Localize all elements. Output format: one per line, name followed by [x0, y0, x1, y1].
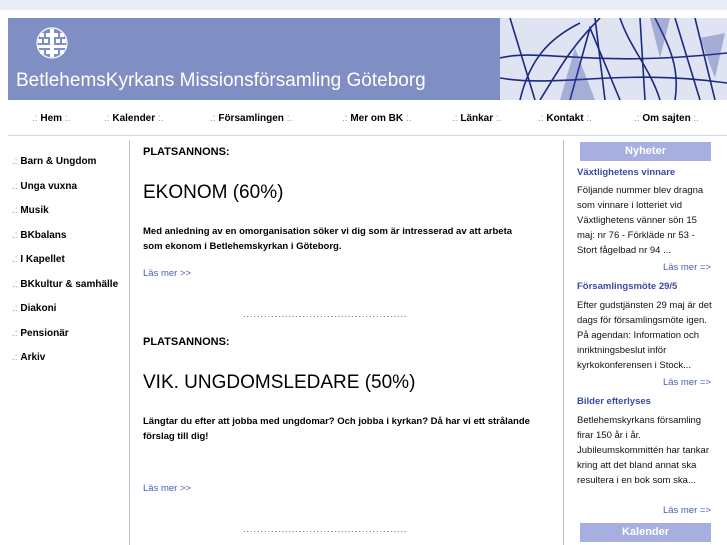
- nav-item-lankar[interactable]: [452, 113, 501, 124]
- nav-label: Församlingen: [218, 113, 284, 124]
- news-item-title[interactable]: Växtlighetens vinnare: [577, 167, 676, 178]
- sidebar-item-label: Diakoni: [20, 303, 57, 314]
- sidebar-dots: .:: [12, 303, 21, 314]
- sidebar-dots: .:: [12, 278, 21, 290]
- church-globe-logo-icon: [32, 27, 72, 59]
- nav-label: Hem: [40, 113, 63, 124]
- sidebar-dots: .:: [12, 352, 21, 363]
- news-item-text: Följande nummer blev dragna som vinnare i lotteriet vid Växtlighetens vänner sön 15 maj: nr 76 - Förkläde nr 53 - Stort fågelbad nr 94 ...: [577, 185, 704, 256]
- sidebar-item-pensionar[interactable]: [12, 328, 127, 353]
- sidebar-item-label: Barn & Ungdom: [20, 156, 97, 167]
- nav-dots: .:: [538, 113, 547, 124]
- nav-item-mer-om-bk[interactable]: [342, 113, 411, 124]
- sidebar-dots: .:: [12, 156, 21, 167]
- nav-dots: .:: [32, 113, 41, 124]
- sidebar-item-label: Pensionär: [20, 327, 69, 339]
- post-title: VIK. UNGDOMSLEDARE (50%): [143, 372, 416, 393]
- sidebar-item-label: I Kapellet: [20, 254, 65, 265]
- sidebar-item-diakoni[interactable]: [12, 303, 127, 328]
- nav-dots: .:: [210, 113, 219, 124]
- sidebar-item-i-kapellet[interactable]: [12, 254, 127, 279]
- nav-dots: :.: [155, 113, 164, 124]
- sidebar-item-musik[interactable]: [12, 205, 127, 230]
- news-item-text: Betlehemskyrkans församling firar 150 år i år. Jubileumskommittén har tankar kring att det bland annat ska resultera i en bok som ska...: [577, 415, 709, 486]
- nav-divider: [8, 135, 727, 136]
- sidebar-item-arkiv[interactable]: [12, 352, 127, 377]
- sidebar-item-label: BKkultur & samhälle: [20, 278, 119, 290]
- post-text: Längtar du efter att jobba med ungdomar? Och jobba i kyrkan? Då har vi ett strålande förslag till dig!: [143, 416, 530, 442]
- nav-label: Mer om BK: [350, 113, 404, 124]
- news-item-title[interactable]: Bilder efterlyses: [577, 396, 651, 407]
- nav-dots: .:: [104, 113, 113, 124]
- sidebar-item-label: Unga vuxna: [20, 180, 78, 192]
- news-item-title[interactable]: Församlingsmöte 29/5: [577, 281, 678, 292]
- nav-item-kontakt[interactable]: [538, 113, 592, 124]
- read-more-link[interactable]: Läs mer >>: [143, 268, 192, 279]
- nav-label: Kontakt: [546, 113, 584, 124]
- post-title: EKONOM (60%): [143, 182, 284, 203]
- nav-dots: .:: [634, 113, 643, 124]
- news-heading: Nyheter: [580, 142, 711, 161]
- nav-label: Kalender: [112, 113, 156, 124]
- main-nav: [8, 108, 727, 130]
- sidebar: [12, 156, 127, 377]
- sidebar-dots: .:: [12, 180, 21, 192]
- column-divider-left: [129, 140, 130, 545]
- sidebar-item-label: Musik: [20, 205, 49, 216]
- calendar-heading: Kalender: [580, 523, 711, 542]
- post-separator: ...............................................: [243, 524, 408, 534]
- post-label: PLATSANNONS:: [143, 336, 230, 348]
- sidebar-dots: .:: [12, 229, 21, 241]
- sidebar-dots: .:: [12, 327, 21, 339]
- column-divider-right: [563, 140, 564, 545]
- top-strip: [0, 0, 727, 10]
- post-text: Med anledning av en omorganisation söker vi dig som är intresserad av att arbeta som ekonom i Betlehemskyrkan i Göteborg.: [143, 226, 513, 252]
- news-read-more-link[interactable]: Läs mer =>: [662, 262, 711, 273]
- nav-dots: .:: [342, 113, 351, 124]
- nav-dots: :.: [493, 113, 502, 124]
- nav-dots: :.: [62, 113, 71, 124]
- news-read-more-link[interactable]: Läs mer =>: [662, 377, 711, 388]
- nav-item-forsamlingen[interactable]: [210, 113, 292, 124]
- sidebar-item-bkbalans[interactable]: [12, 230, 127, 255]
- sidebar-item-label: Arkiv: [20, 352, 46, 363]
- nav-dots: :.: [403, 113, 412, 124]
- sidebar-item-unga-vuxna[interactable]: [12, 181, 127, 206]
- post-separator: ...............................................: [243, 309, 408, 319]
- sidebar-dots: .:: [12, 205, 21, 216]
- site-title: BetlehemsKyrkans Missionsförsamling Göteborg: [16, 70, 426, 91]
- sidebar-item-label: BKbalans: [20, 229, 67, 241]
- nav-dots: .:: [452, 113, 461, 124]
- read-more-link[interactable]: Läs mer >>: [143, 483, 192, 494]
- sidebar-item-bkkultur[interactable]: [12, 279, 127, 304]
- nav-dots: :.: [690, 113, 700, 124]
- news-read-more-link[interactable]: Läs mer =>: [662, 505, 711, 516]
- news-item-text: Efter gudstjänsten 29 maj är det dags för församlingsmöte igen. På agendan: Information och inriktningsbeslut inför kyrkokonferensen i Stock...: [577, 300, 712, 371]
- post-label: PLATSANNONS:: [143, 146, 230, 158]
- nav-item-om-sajten[interactable]: [634, 113, 699, 124]
- site-banner: [8, 18, 727, 100]
- sidebar-item-barn-ungdom[interactable]: [12, 156, 127, 181]
- stained-glass-window-image: [500, 18, 727, 100]
- nav-item-kalender[interactable]: [104, 113, 163, 124]
- sidebar-dots: .:: [12, 254, 21, 265]
- nav-item-hem[interactable]: [32, 113, 70, 124]
- nav-dots: :.: [283, 113, 293, 124]
- nav-dots: :.: [583, 113, 592, 124]
- nav-label: Om sajten: [642, 113, 691, 124]
- nav-label: Länkar: [460, 113, 494, 124]
